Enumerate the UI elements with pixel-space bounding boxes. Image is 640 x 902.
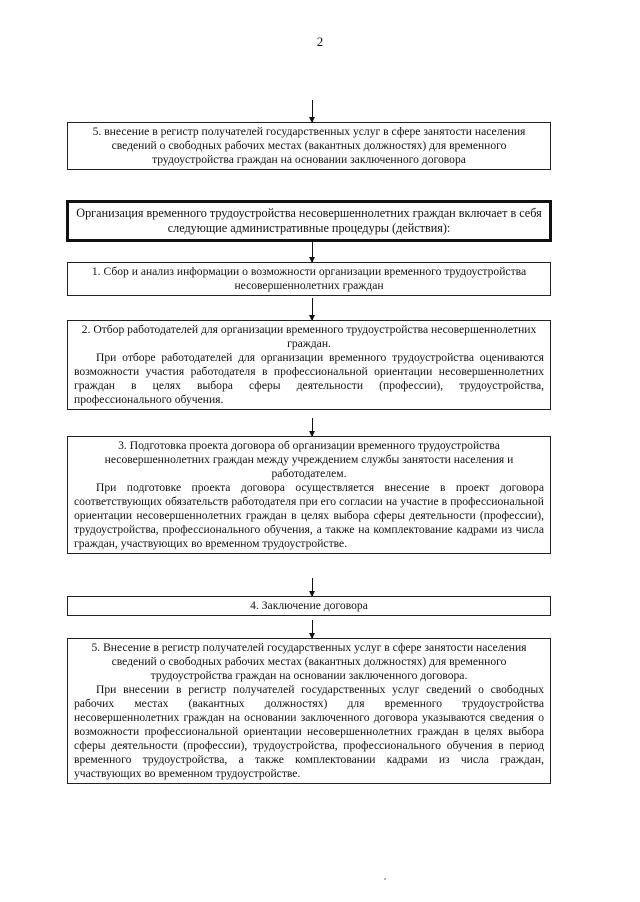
- step1-title: 1. Сбор и анализ информации о возможности организации временного трудоустройства несовершеннолетних граждан: [91, 265, 527, 292]
- flow-box-step5: [67, 638, 551, 784]
- flow-box-step1: [67, 262, 551, 296]
- step2-title: 2. Отбор работодателей для организации временного трудоустройства несовершеннолетних граждан.: [81, 323, 537, 350]
- arrow-down-icon: [312, 418, 313, 436]
- arrow-down-icon: [312, 242, 313, 262]
- arrow-down-icon: [312, 298, 313, 320]
- flow-box-step4: [67, 596, 551, 616]
- arrow-down-icon: [312, 620, 313, 638]
- flow-box-prev-step5-text: 5. внесение в регистр получателей государственных услуг в сфере занятости населения сведений о свободных рабочих местах (вакантных должностях) для временного трудоустройства граждан на основании заключенного договора: [92, 125, 526, 166]
- flow-box-intro: [66, 200, 552, 242]
- arrow-down-icon: [312, 100, 313, 122]
- flow-box-step3: [67, 436, 551, 554]
- step2-text: При отборе работодателей для организации временного трудоустройства оцениваются возможности участия работодателя в профессиональной ориентации несовершеннолетних граждан в целях выбора сферы деятельности (профессии), трудоустройства, профессионального обучения.: [74, 351, 544, 406]
- flow-box-prev-step5: [67, 122, 551, 170]
- page-number: 2: [316, 34, 324, 49]
- arrow-down-icon: [312, 578, 313, 596]
- step5-title: 5. Внесение в регистр получателей государственных услуг в сфере занятости населения сведений о свободных рабочих местах (вакантных должностях) для временного трудоустройства граждан на основании заключенного договора.: [91, 641, 527, 682]
- step3-text: При подготовке проекта договора осуществляется внесение в проект договора соответствующих обязательств работодателя при его согласии на участие в профессиональной ориентации несовершеннолетних граждан в целях выбора сферы деятельности (профессии), трудоустройства, профессионального обучения, а также на комплектование кадрами из числа граждан, участвующих во временном трудоустройстве.: [74, 481, 544, 550]
- scan-speck: [384, 878, 386, 880]
- flow-box-step2: [67, 320, 551, 410]
- step3-title: 3. Подготовка проекта договора об организации временного трудоустройства несовершеннолетних граждан между учреждением службы занятости населения и работодателем.: [104, 439, 514, 480]
- flow-box-intro-text: Организация временного трудоустройства несовершеннолетних граждан включает в себя следующие административные процедуры (действия):: [76, 206, 542, 235]
- step4-title: 4. Заключение договора: [250, 599, 368, 612]
- step5-text: При внесении в регистр получателей государственных услуг сведений о свободных рабочих местах (вакантных должностях) для временного трудоустройства несовершеннолетних граждан на основании заключенного договора указываются сведения о возможности профессиональной ориентации несовершеннолетних граждан в целях выбора сферы деятельности (профессии), трудоустройства, профессионального обучения в период временного трудоустройства, а также комплектовании кадрами из числа граждан, участвующих во временном трудоустройстве.: [74, 683, 544, 780]
